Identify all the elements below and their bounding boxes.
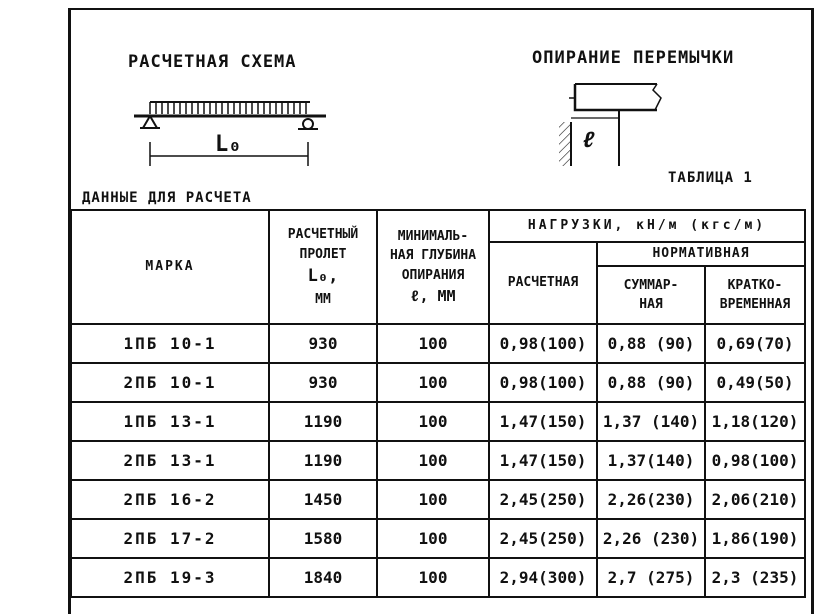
cell-short: 0,69(70)	[705, 324, 805, 363]
cell-total: 0,88 (90)	[597, 324, 705, 363]
cell-design: 2,45(250)	[489, 480, 597, 519]
cell-mark: 1ПБ 10-1	[71, 324, 269, 363]
calculation-data-table	[70, 209, 806, 598]
cell-short: 0,49(50)	[705, 363, 805, 402]
cell-short: 2,06(210)	[705, 480, 805, 519]
cell-design: 0,98(100)	[489, 363, 597, 402]
col-depth-header: МИНИМАЛЬ- НАЯ ГЛУБИНА ОПИРАНИЯ ℓ, ММ	[377, 210, 489, 324]
cell-total: 2,26(230)	[597, 480, 705, 519]
table-row	[71, 402, 805, 441]
cell-span: 1450	[269, 480, 377, 519]
table-row	[71, 558, 805, 597]
cell-depth: 100	[377, 363, 489, 402]
cell-span: 1190	[269, 441, 377, 480]
cell-mark: 2ПБ 16-2	[71, 480, 269, 519]
cell-total: 1,37 (140)	[597, 402, 705, 441]
cell-short: 1,86(190)	[705, 519, 805, 558]
cell-depth: 100	[377, 402, 489, 441]
col-span-header: РАСЧЕТНЫЙ ПРОЛЕТ L₀, ММ	[269, 210, 377, 324]
col-short-header: КРАТКО- ВРЕМЕННАЯ	[705, 266, 805, 324]
col-loads-header: НАГРУЗКИ, кН/м (кгс/м)	[489, 210, 805, 242]
cell-mark: 2ПБ 19-3	[71, 558, 269, 597]
distributed-load-hatching	[150, 102, 306, 114]
table-row	[71, 363, 805, 402]
cell-span: 930	[269, 324, 377, 363]
cell-mark: 2ПБ 17-2	[71, 519, 269, 558]
cell-span: 1580	[269, 519, 377, 558]
span-symbol: L₀	[215, 132, 242, 157]
col-normative-header: НОРМАТИВНАЯ	[597, 242, 805, 266]
cell-total: 2,7 (275)	[597, 558, 705, 597]
col-total-header: СУММАР- НАЯ	[597, 266, 705, 324]
cell-mark: 2ПБ 13-1	[71, 441, 269, 480]
cell-mark: 1ПБ 13-1	[71, 402, 269, 441]
table-row	[71, 480, 805, 519]
support-title: ОПИРАНИЕ ПЕРЕМЫЧКИ	[532, 48, 735, 68]
lintel-outline	[575, 84, 657, 110]
scheme-title: РАСЧЕТНАЯ СХЕМА	[128, 52, 297, 72]
cell-design: 1,47(150)	[489, 441, 597, 480]
cell-depth: 100	[377, 324, 489, 363]
cell-span: 1190	[269, 402, 377, 441]
cell-span: 1840	[269, 558, 377, 597]
cell-depth: 100	[377, 558, 489, 597]
cell-span: 930	[269, 363, 377, 402]
cell-depth: 100	[377, 480, 489, 519]
table-row	[71, 441, 805, 480]
pin-support	[143, 116, 157, 128]
lintel-support-diagram	[555, 80, 675, 170]
col-design-header: РАСЧЕТНАЯ	[489, 242, 597, 324]
roller-support	[303, 119, 313, 129]
cell-short: 1,18(120)	[705, 402, 805, 441]
table-row	[71, 519, 805, 558]
cell-total: 1,37(140)	[597, 441, 705, 480]
table-row	[71, 324, 805, 363]
cell-depth: 100	[377, 441, 489, 480]
cell-design: 0,98(100)	[489, 324, 597, 363]
table-number: ТАБЛИЦА 1	[668, 170, 753, 186]
cell-total: 2,26 (230)	[597, 519, 705, 558]
cell-design: 2,45(250)	[489, 519, 597, 558]
cell-short: 2,3 (235)	[705, 558, 805, 597]
cell-short: 0,98(100)	[705, 441, 805, 480]
cell-design: 2,94(300)	[489, 558, 597, 597]
data-label: ДАННЫЕ ДЛЯ РАСЧЕТА	[82, 190, 252, 206]
cell-mark: 2ПБ 10-1	[71, 363, 269, 402]
depth-symbol: ℓ	[582, 128, 596, 153]
cell-design: 1,47(150)	[489, 402, 597, 441]
cell-depth: 100	[377, 519, 489, 558]
cell-total: 0,88 (90)	[597, 363, 705, 402]
col-mark-header: МАРКА	[71, 210, 269, 324]
